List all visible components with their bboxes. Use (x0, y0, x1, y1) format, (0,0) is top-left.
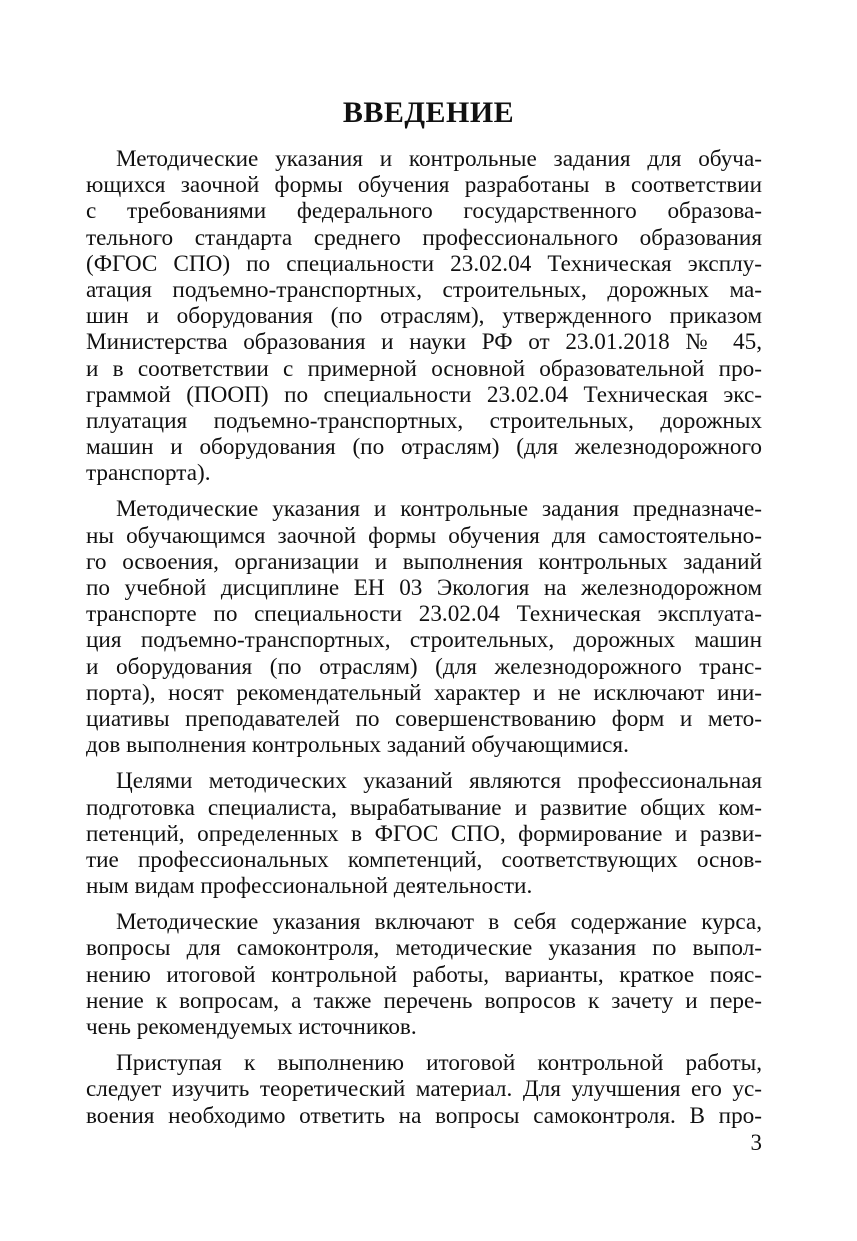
text-line: тельного стандарта среднего профессионального образования (86, 224, 762, 251)
text-line: дов выполнения контрольных заданий обучающимися. (86, 732, 629, 759)
text-line: атация подъемно-транспортных, строительных, дорожных ма- (86, 276, 762, 303)
text-line: шин и оборудования (по отраслям), утвержденного приказом (86, 303, 762, 330)
text-line: транспорте по специальности 23.02.04 Техническая эксплуата- (86, 601, 762, 628)
text-line: с требованиями федерального государственного образова- (86, 198, 762, 225)
text-line: циативы преподавателей по совершенствованию форм и мето- (86, 705, 762, 732)
text-line: ным видам профессиональной деятельности. (86, 873, 533, 900)
text-line: воения необходимо ответить на вопросы самоконтроля. В про- (86, 1102, 762, 1129)
text-line: и в соответствии с примерной основной образовательной про- (86, 355, 762, 382)
text-line: ция подъемно-транспортных, строительных, дорожных машин (86, 627, 762, 654)
page-number: 3 (750, 1130, 762, 1155)
text-line: по учебной дисциплине ЕН 03 Экология на железнодорожном (86, 575, 762, 601)
text-line: нению итоговой контрольной работы, варианты, краткое пояс- (86, 961, 762, 988)
text-line: нение к вопросам, а также перечень вопросов к зачету и пере- (86, 987, 762, 1014)
text-line: ны обучающимся заочной формы обучения для самостоятельно- (86, 522, 762, 549)
text-line: вопросы для самоконтроля, методические указания по выпол- (86, 935, 762, 962)
text-line: Приступая к выполнению итоговой контрольной работы, (116, 1050, 762, 1077)
page-title: ВВЕДЕНИЕ (342, 96, 515, 129)
text-line: плуатация подъемно-транспортных, строительных, дорожных (86, 407, 762, 434)
text-line: граммой (ПООП) по специальности 23.02.04 Техническая экс- (86, 381, 762, 408)
paragraph-2 (86, 496, 762, 758)
text-line: Методические указания и контрольные задания для обуча- (116, 146, 762, 172)
body-text (86, 146, 762, 1129)
text-line: машин и оборудования (по отраслям) (для железнодорожного (86, 434, 762, 461)
text-line: тие профессиональных компетенций, соответствующих основ- (86, 846, 762, 873)
text-line: транспорта). (86, 460, 211, 487)
text-line: чень рекомендуемых источников. (86, 1014, 417, 1040)
text-line: Методические указания и контрольные задания предназначе- (116, 496, 762, 523)
text-line: Министерства образования и науки РФ от 23.01.2018 № 45, (86, 329, 762, 356)
text-line: следует изучить теоретический материал. Для улучшения его ус- (86, 1076, 762, 1103)
paragraph-1 (86, 146, 762, 486)
text-line: ющихся заочной формы обучения разработаны в соответствии (86, 172, 762, 199)
text-line: го освоения, организации и выполнения контрольных заданий (86, 548, 762, 575)
paragraph-3 (86, 768, 762, 899)
text-line: петенций, определенных в ФГОС СПО, формирование и разви- (86, 820, 762, 847)
text-line: и оборудования (по отраслям) (для железнодорожного транс- (86, 653, 762, 680)
paragraph-5 (86, 1050, 762, 1129)
paragraph-4 (86, 909, 762, 1040)
text-line: порта), носят рекомендательный характер и не исключают ини- (86, 679, 762, 706)
text-line: Целями методических указаний являются профессиональная (116, 768, 762, 795)
text-line: подготовка специалиста, вырабатывание и развитие общих ком- (86, 794, 762, 821)
text-line: Методические указания включают в себя содержание курса, (116, 909, 762, 936)
text-line: (ФГОС СПО) по специальности 23.02.04 Техническая эксплу- (86, 250, 762, 277)
